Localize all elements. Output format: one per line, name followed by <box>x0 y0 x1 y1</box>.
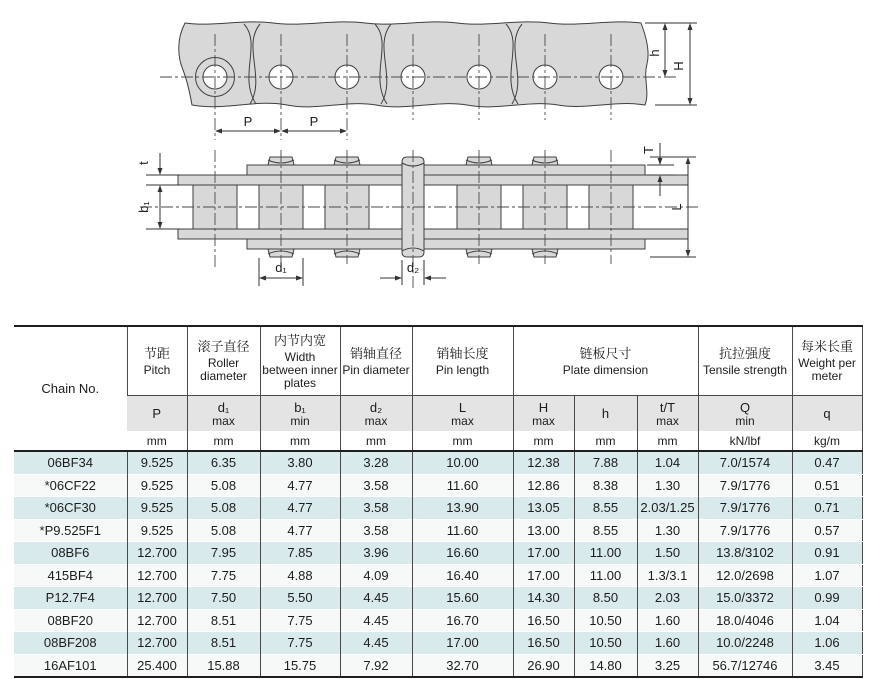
value-cell: 7.9/1776 <box>698 474 792 497</box>
header-cn: 每米长重 <box>800 339 853 354</box>
value-cell: 4.77 <box>260 519 340 542</box>
value-cell: 13.00 <box>513 519 574 542</box>
value-cell: 13.90 <box>412 497 513 520</box>
symbol-cell: t/T max <box>637 396 698 432</box>
value-cell: 0.51 <box>792 474 862 497</box>
col-header-plate-dimension <box>513 326 698 396</box>
table-row <box>14 654 862 677</box>
value-cell: 4.45 <box>340 587 412 610</box>
table-row <box>14 497 862 520</box>
chain-technical-drawing <box>0 0 876 310</box>
dim-label-pitch-2: P <box>309 114 319 129</box>
chain-no-cell: 08BF208 <box>14 632 127 655</box>
value-cell: 7.50 <box>187 587 260 610</box>
table-row <box>14 519 862 542</box>
value-cell: 12.700 <box>127 542 187 565</box>
dim-label-h: h <box>647 49 662 57</box>
side-view-drawing <box>160 22 697 140</box>
chain-no-cell: 06BF34 <box>14 451 127 474</box>
value-cell: 2.03/1.25 <box>637 497 698 520</box>
header-en: Pitch <box>143 362 171 377</box>
col-header-tensile-strength <box>698 326 792 396</box>
table-row <box>14 564 862 587</box>
symbol-cell: H max <box>513 396 574 432</box>
value-cell: 14.30 <box>513 587 574 610</box>
value-cell: 1.06 <box>792 632 862 655</box>
value-cell: 3.45 <box>792 654 862 677</box>
header-en: Tensile strength <box>702 362 788 377</box>
header-en: Weight per meter <box>798 356 856 383</box>
value-cell: 10.50 <box>574 609 637 632</box>
header-en: Width between inner plates <box>262 349 338 390</box>
col-header-weight <box>792 326 862 396</box>
symbol-cell: h <box>574 396 637 432</box>
table-row <box>14 609 862 632</box>
value-cell: 0.47 <box>792 451 862 474</box>
outer-plate-bottom <box>247 239 645 249</box>
value-cell: 9.525 <box>127 451 187 474</box>
value-cell: 9.525 <box>127 497 187 520</box>
value-cell: 8.50 <box>574 587 637 610</box>
header-cn: 销轴长度 <box>436 345 489 361</box>
header-cn: 滚子直径 <box>197 339 250 354</box>
value-cell: 12.700 <box>127 587 187 610</box>
value-cell: 18.0/4046 <box>698 609 792 632</box>
header-cn: 内节内宽 <box>273 332 326 348</box>
header-en: Pin length <box>435 362 490 377</box>
value-cell: 15.0/3372 <box>698 587 792 610</box>
value-cell: 4.77 <box>260 474 340 497</box>
value-cell: 7.92 <box>340 654 412 677</box>
inner-plate-top <box>178 175 688 185</box>
value-cell: 12.0/2698 <box>698 564 792 587</box>
chain-no-cell: *06CF30 <box>14 497 127 520</box>
table-row <box>14 542 862 565</box>
value-cell: 1.07 <box>792 564 862 587</box>
spec-table-body <box>14 451 862 677</box>
chain-no-cell: 415BF4 <box>14 564 127 587</box>
value-cell: 26.90 <box>513 654 574 677</box>
header-cn: 链板尺寸 <box>579 345 632 361</box>
dim-label-b1: b₁ <box>136 201 151 213</box>
value-cell: 10.0/2248 <box>698 632 792 655</box>
outer-plate-top <box>247 165 645 175</box>
value-cell: 8.55 <box>574 497 637 520</box>
col-header-pin-diameter <box>340 326 412 396</box>
value-cell: 1.3/3.1 <box>637 564 698 587</box>
value-cell: 3.25 <box>637 654 698 677</box>
chain-no-header: Chain No. <box>14 326 127 451</box>
header-cn: 抗拉强度 <box>718 345 771 361</box>
dim-label-H: H <box>671 61 686 71</box>
value-cell: 5.50 <box>260 587 340 610</box>
value-cell: 7.9/1776 <box>698 497 792 520</box>
value-cell: 4.45 <box>340 609 412 632</box>
value-cell: 6.35 <box>187 451 260 474</box>
chain-no-cell: *06CF22 <box>14 474 127 497</box>
value-cell: 12.86 <box>513 474 574 497</box>
value-cell: 0.91 <box>792 542 862 565</box>
value-cell: 16.40 <box>412 564 513 587</box>
unit-cell: mm <box>187 431 260 451</box>
value-cell: 3.58 <box>340 519 412 542</box>
value-cell: 8.38 <box>574 474 637 497</box>
unit-cell: kg/m <box>792 431 862 451</box>
header-cn: 节距 <box>143 345 170 361</box>
chain-no-cell: 08BF20 <box>14 609 127 632</box>
value-cell: 1.60 <box>637 632 698 655</box>
symbol-row <box>14 396 862 432</box>
value-cell: 13.8/3102 <box>698 542 792 565</box>
chain-no-cell: 08BF6 <box>14 542 127 565</box>
symbol-cell: Q min <box>698 396 792 432</box>
value-cell: 11.00 <box>574 564 637 587</box>
value-cell: 5.08 <box>187 519 260 542</box>
value-cell: 7.9/1776 <box>698 519 792 542</box>
value-cell: 12.700 <box>127 632 187 655</box>
value-cell: 1.60 <box>637 609 698 632</box>
value-cell: 12.38 <box>513 451 574 474</box>
col-header-roller-diameter <box>187 326 260 396</box>
chain-no-cell: 16AF101 <box>14 654 127 677</box>
value-cell: 7.75 <box>260 609 340 632</box>
unit-cell: mm <box>412 431 513 451</box>
value-cell: 7.95 <box>187 542 260 565</box>
value-cell: 56.7/12746 <box>698 654 792 677</box>
value-cell: 1.30 <box>637 519 698 542</box>
value-cell: 7.75 <box>187 564 260 587</box>
value-cell: 7.0/1574 <box>698 451 792 474</box>
value-cell: 5.08 <box>187 474 260 497</box>
value-cell: 3.28 <box>340 451 412 474</box>
value-cell: 4.77 <box>260 497 340 520</box>
chain-spec-table <box>14 325 863 678</box>
value-cell: 0.99 <box>792 587 862 610</box>
table-row <box>14 474 862 497</box>
chain-no-cell: P12.7F4 <box>14 587 127 610</box>
table-row <box>14 451 862 474</box>
header-cn: 销轴直径 <box>349 345 402 361</box>
unit-cell: mm <box>513 431 574 451</box>
dim-label-d2: d₂ <box>406 260 420 275</box>
units-row <box>14 431 862 451</box>
unit-cell: mm <box>340 431 412 451</box>
value-cell: 7.75 <box>260 632 340 655</box>
dim-label-d1: d₁ <box>275 260 287 275</box>
col-header-pitch <box>127 326 187 396</box>
value-cell: 1.04 <box>792 609 862 632</box>
value-cell: 0.71 <box>792 497 862 520</box>
dim-label-T: T <box>641 146 656 154</box>
header-en: Pin diameter <box>342 362 410 377</box>
value-cell: 12.700 <box>127 564 187 587</box>
value-cell: 10.00 <box>412 451 513 474</box>
value-cell: 3.58 <box>340 474 412 497</box>
unit-cell: mm <box>574 431 637 451</box>
value-cell: 16.50 <box>513 609 574 632</box>
symbol-cell: P <box>127 396 187 432</box>
value-cell: 11.60 <box>412 519 513 542</box>
value-cell: 15.75 <box>260 654 340 677</box>
value-cell: 11.60 <box>412 474 513 497</box>
value-cell: 1.30 <box>637 474 698 497</box>
value-cell: 7.85 <box>260 542 340 565</box>
value-cell: 3.80 <box>260 451 340 474</box>
value-cell: 7.88 <box>574 451 637 474</box>
dim-label-L: L <box>669 203 684 211</box>
value-cell: 3.96 <box>340 542 412 565</box>
table-row <box>14 587 862 610</box>
dim-label-pitch-1: P <box>243 114 253 129</box>
header-en: Roller diameter <box>200 356 247 383</box>
value-cell: 16.60 <box>412 542 513 565</box>
value-cell: 15.60 <box>412 587 513 610</box>
unit-cell: mm <box>637 431 698 451</box>
value-cell: 17.00 <box>412 632 513 655</box>
value-cell: 8.55 <box>574 519 637 542</box>
value-cell: 12.700 <box>127 609 187 632</box>
spec-table-head <box>14 326 862 451</box>
unit-cell: mm <box>260 431 340 451</box>
value-cell: 15.88 <box>187 654 260 677</box>
inner-plate-bottom <box>178 229 688 239</box>
value-cell: 16.70 <box>412 609 513 632</box>
value-cell: 5.08 <box>187 497 260 520</box>
value-cell: 10.50 <box>574 632 637 655</box>
value-cell: 17.00 <box>513 542 574 565</box>
chain-no-cell: *P9.525F1 <box>14 519 127 542</box>
value-cell: 25.400 <box>127 654 187 677</box>
value-cell: 13.05 <box>513 497 574 520</box>
table-row <box>14 632 862 655</box>
value-cell: 16.50 <box>513 632 574 655</box>
value-cell: 8.51 <box>187 632 260 655</box>
symbol-cell: b₁ min <box>260 396 340 432</box>
value-cell: 1.50 <box>637 542 698 565</box>
dim-label-t: t <box>136 161 151 165</box>
value-cell: 2.03 <box>637 587 698 610</box>
symbol-cell: L max <box>412 396 513 432</box>
value-cell: 3.58 <box>340 497 412 520</box>
value-cell: 4.45 <box>340 632 412 655</box>
symbol-cell: d₂ max <box>340 396 412 432</box>
value-cell: 32.70 <box>412 654 513 677</box>
col-header-inner-width <box>260 326 340 396</box>
value-cell: 8.51 <box>187 609 260 632</box>
value-cell: 17.00 <box>513 564 574 587</box>
value-cell: 14.80 <box>574 654 637 677</box>
symbol-cell: q <box>792 396 862 432</box>
header-en: Plate dimension <box>562 362 649 377</box>
unit-cell: mm <box>127 431 187 451</box>
value-cell: 9.525 <box>127 519 187 542</box>
value-cell: 11.00 <box>574 542 637 565</box>
plan-view-drawing <box>136 143 700 290</box>
value-cell: 4.09 <box>340 564 412 587</box>
col-header-pin-length <box>412 326 513 396</box>
value-cell: 1.04 <box>637 451 698 474</box>
value-cell: 4.88 <box>260 564 340 587</box>
value-cell: 9.525 <box>127 474 187 497</box>
value-cell: 0.57 <box>792 519 862 542</box>
unit-cell: kN/lbf <box>698 431 792 451</box>
symbol-cell: d₁ max <box>187 396 260 432</box>
